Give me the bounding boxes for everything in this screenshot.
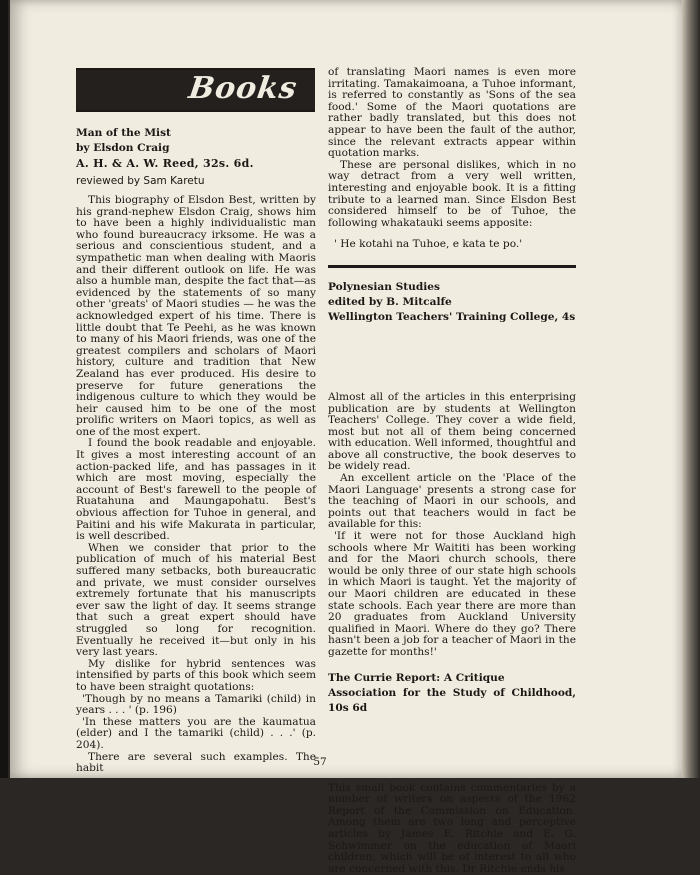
review1-publisher: A. H. & A. W. Reed, 32s. 6d. <box>76 157 254 170</box>
review1-title: Man of the Mist <box>76 127 171 139</box>
review1-paragraph: I found the book readable and enjoyable. It gives a most interesting account of an action-packed life, and has passages in it which are most moving, especially the account of Best's farewell to the people of Ruatahuna and Maungapohatu. Best's obvious affection for Tuhoe in general, and Paitini and his wife Makurata in particular, is well described. <box>76 437 316 543</box>
section-divider <box>328 265 576 268</box>
whakatauki-quote: ' He kotahi na Tuhoe, e kata te po.' <box>334 238 523 251</box>
review1-paragraph: There are several such examples. The habit <box>76 750 316 775</box>
left-column <box>76 0 316 775</box>
review1-byline: by Elsdon Craig <box>76 142 170 154</box>
page-number: 57 <box>313 756 327 768</box>
magazine-page <box>10 0 682 875</box>
review1-reviewer: reviewed by Sam Karetu <box>76 175 205 187</box>
scan-edge-left <box>0 0 8 778</box>
review1-paragraph: When we consider that prior to the publication of much of his material Best suffered many setbacks, both bureaucratic and private, we must consider ourselves extremely fortunate that his manuscripts ever saw the light of day. It seems strange that such a great expert should have struggled so long for recognition. Eventually he received it—but only in his very last years. <box>76 541 316 659</box>
review2-publisher: Wellington Teachers' Training College, 4s <box>328 310 576 323</box>
review1-continuation: of translating Maori names is even more irritating. Tamakaimoana, a Tuhoe informant, is referred to constantly as 'Sons of the sea food.' Some of the Maori quotations are rather badly translated, but this does not appear to have been the fault of the author, since the relevant extracts appear within quotation marks. <box>328 66 576 160</box>
section-title: Books <box>186 71 300 106</box>
review1-quote: 'Though by no means a Tamariki (child) in years . . . ' (p. 196) <box>76 692 316 717</box>
review3-title: The Currie Report: A Critique <box>328 671 505 684</box>
scan-edge-right <box>682 0 700 778</box>
review1-paragraph: These are personal dislikes, which in no way detract from a very well written, interesting and enjoyable book. It is a fitting tribute to a learned man. Since Elsdon Best considered himself to be of Tuhoe, the following whakatauki seems apposite: <box>328 158 576 229</box>
review2-byline: edited by B. Mitcalfe <box>328 295 452 308</box>
review2-title: Polynesian Studies <box>328 280 440 293</box>
review3-publisher: Association for the Study of Childhood, 10s 6d <box>328 686 576 714</box>
review2-paragraph: Almost all of the articles in this enterprising publication are by students at Wellington Teachers' College. They cover a wide field, most but not all of them being concerned with education. Well informed, thoughtful and above all constructive, the book deserves to be widely read. <box>328 390 577 473</box>
right-column <box>328 0 576 875</box>
review3-paragraph: This small book contains commentaries by a number of writers on aspects of the 1962 Report of the Commission on Education. Among them are two long and perceptive articles by James E. Ritchie and E. G. Schwimmer on the education of Maori children, which will be of interest to all who are concerned with this. Dr Ritchie ends his <box>328 781 576 875</box>
review2-paragraph: An excellent article on the 'Place of the Maori Language' presents a strong case for the teaching of Maori in our schools, and points out that teachers would in fact be available for this: <box>328 472 576 531</box>
review1-quote: 'In these matters you are the kaumatua (elder) and I the tamariki (child) . . .' (p. 204). <box>76 715 316 751</box>
review1-paragraph: My dislike for hybrid sentences was intensified by parts of this book which seem to have been straight quotations: <box>76 657 316 693</box>
review1-paragraph: This biography of Elsdon Best, written by his grand-nephew Elsdon Craig, shows him to have been a highly individualistic man who found bureaucracy irksome. He was a serious and conscientious student, and a sympathetic man when dealing with Maoris and their different outlook on life. He was also a humble man, despite the fact that—as evidenced by the statements of so many other 'greats' of Maori studies — he was the acknowledged expert of his time. There is little doubt that Te Peehi, as he was known to many of his Maori friends, was one of the greatest compilers and scholars of Maori history, culture and tradition that New Zealand has ever produced. His desire to preserve for future generations the indigenous culture to which they would be heir caused him to be one of the most prolific writers on Maori topics, as well as one of the most expert. <box>76 194 316 438</box>
review2-quote: 'If it were not for those Auckland high schools where Mr Waititi has been working and for the Maori church schools, there would be only three of our state high schools in which Maori is taught. Yet the majority of our Maori children are educated in these state schools. Each year there are more than 20 graduates from Auckland University qualified in Maori. Where do they go? There hasn't been a job for a teacher of Maori in the gazette for months!' <box>328 530 576 658</box>
